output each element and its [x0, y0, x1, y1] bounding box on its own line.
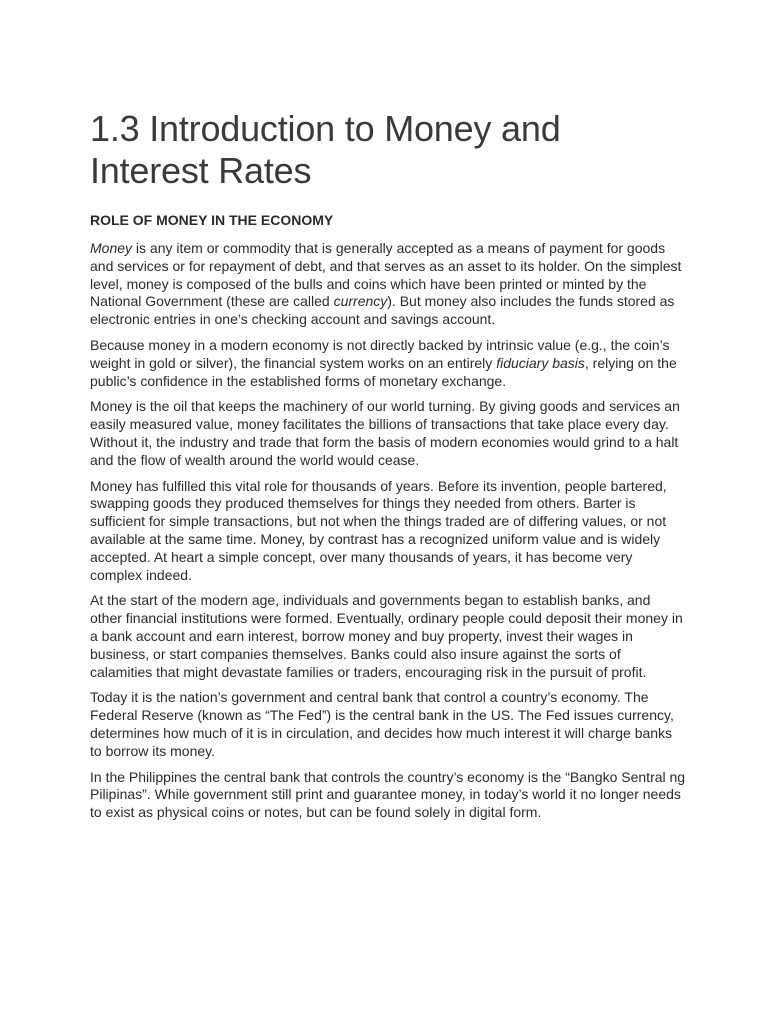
paragraph-text: is any item or commodity that is generally accepted as a means of payment for goods and services or for repayment of debt, and that serves as an asset to its holder. On the simplest level, money is composed of the bulls and coins which have been printed or minted by the National Government (these are called — [90, 240, 682, 310]
paragraph-history-barter: Money has fulfilled this vital role for thousands of years. Before its invention, people bartered, swapping goods they produced themselves for things they needed from others. Barter is sufficient for simple transactions, but not when the things traded are of differing values, or not available at the same time. Money, by contrast has a recognized uniform value and is widely accepted. At heart a simple concept, over many thousands of years, it has become very complex indeed. — [90, 477, 667, 583]
paragraph-modern-banks: At the start of the modern age, individuals and governments began to establish banks, and other financial institutions were formed. Eventually, ordinary people could deposit their money in a bank account and earn interest, borrow money and buy property, invest their wages in business, or start companies themselves. Banks could also insure against the sorts of calamities that might devastate families or traders, encouraging risk in the pursuit of profit. — [90, 592, 683, 680]
document-page — [90, 108, 686, 830]
paragraph-text: , relying on the public’s confidence in the established forms of monetary exchange. — [90, 354, 677, 389]
paragraph-central-bank-ph: In the Philippines the central bank that controls the country’s economy is the “Bangko Sentral ng Pilipinas”. While government still print and guarantee money, in today’s world it no longer needs to exist as physical coins or notes, but can be found solely in digital form. — [90, 768, 686, 821]
paragraph-definition — [90, 240, 686, 329]
paragraph-text: ). But money also includes the funds stored as electronic entries in one’s checking account and savings account. — [90, 293, 675, 328]
paragraph-text: Because money in a modern economy is not directly backed by intrinsic value (e.g., the coin’s weight in gold or silver), the financial system works on an entirely — [90, 336, 670, 371]
paragraph-oil-machinery: Money is the oil that keeps the machinery of our world turning. By giving goods and services an easily measured value, money facilitates the billions of transactions that take place every day. Without it, the industry and trade that form the basis of modern economies would grind to a halt and the flow of wealth around the world would cease. — [90, 398, 680, 468]
paragraph-fiduciary — [90, 337, 686, 390]
page-title: 1.3 Introduction to Money and Interest Rates — [90, 108, 561, 191]
paragraph-central-bank-us: Today it is the nation’s government and central bank that control a country’s economy. The Federal Reserve (known as “The Fed”) is the central bank in the US. The Fed issues currency, determines how much of it is in circulation, and decides how much interest it will charge banks to borrow its money. — [90, 689, 674, 759]
section-heading: ROLE OF MONEY IN THE ECONOMY — [90, 212, 334, 228]
term-currency: currency — [333, 293, 388, 310]
term-money: Money — [90, 240, 133, 256]
term-fiduciary-basis: fiduciary basis — [496, 354, 585, 371]
